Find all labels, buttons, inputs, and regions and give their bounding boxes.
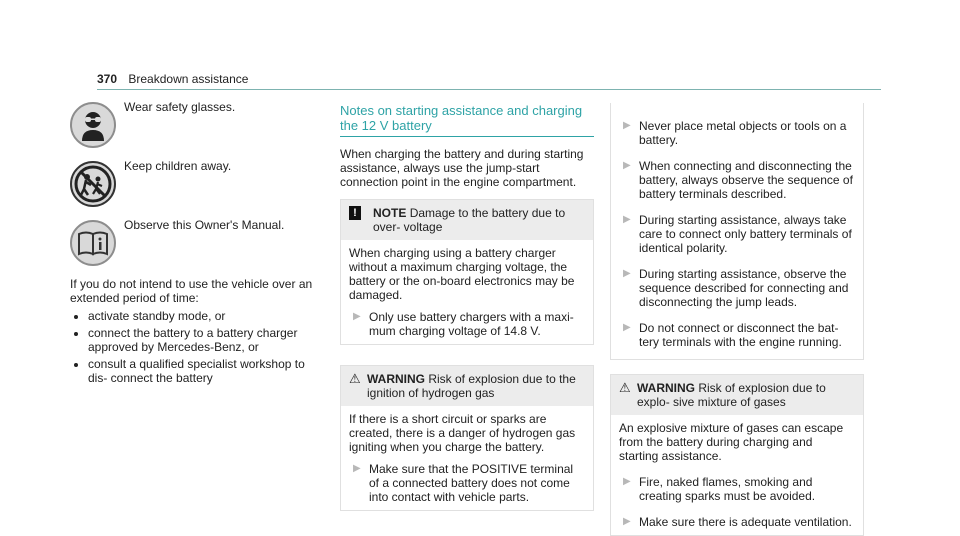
owners-manual-row — [70, 220, 284, 266]
charging-notes-section — [340, 103, 594, 511]
list-item-text: When connecting and disconnecting the battery, always observe the sequence of battery terminals described. — [639, 159, 853, 201]
storage-instructions — [70, 277, 320, 388]
warning-label: WARNING — [367, 372, 425, 386]
warning-bullet-text: Make sure that the POSITIVE terminal of a connected battery does not come into contact with vehicle parts. — [369, 462, 574, 504]
storage-list — [70, 309, 320, 385]
list-item-text: During starting assistance, observe the sequence described for connecting and disconnecting the jump leads. — [639, 267, 849, 309]
list-item-text: During starting assistance, always take care to connect only battery terminals of identical polarity. — [639, 213, 852, 255]
section-intro: When charging the battery and during starting assistance, always use the jump-start connection point in the engine compartment. — [340, 147, 584, 189]
arrow-bullet-icon: ▶ — [623, 214, 631, 225]
warning-body — [341, 406, 593, 510]
note-text: When charging using a battery charger without a maximum charging voltage, the battery or the on-board electronics may be damaged. — [349, 246, 575, 302]
list-item — [619, 119, 855, 147]
section-name: Breakdown assistance — [128, 72, 249, 86]
note-box — [340, 199, 594, 345]
arrow-bullet-icon: ▶ — [623, 268, 631, 279]
safety-glasses-row — [70, 102, 235, 148]
owners-manual-text: Observe this Owner's Manual. — [124, 218, 285, 232]
storage-intro: If you do not intend to use the vehicle over an extended period of time: — [70, 277, 313, 305]
warning-header — [611, 375, 863, 415]
warning-triangle-icon: ⚠ — [349, 371, 361, 386]
list-item — [619, 213, 855, 255]
warning-heading: Risk of explosion due to explo- sive mixture of gases — [637, 381, 826, 409]
keep-children-away-icon — [70, 161, 116, 207]
header-rule — [97, 89, 881, 90]
note-heading: Damage to the battery due to over- voltage — [373, 206, 566, 234]
precautions-section — [610, 103, 864, 536]
note-label: NOTE — [373, 206, 407, 220]
note-body — [341, 240, 593, 344]
note-bullet — [349, 310, 585, 338]
warning-text: An explosive mixture of gases can escape from the battery during charging and starting assistance. — [619, 421, 844, 463]
safety-glasses-text: Wear safety glasses. — [124, 100, 236, 114]
keep-children-row — [70, 161, 231, 207]
warning-body — [611, 415, 863, 535]
warning-box — [340, 365, 594, 511]
list-item: • connect the battery to a battery charger approved by Mercedes-Benz, or — [88, 326, 320, 354]
section-title: Notes on starting assistance and charging the 12 V battery — [340, 103, 583, 133]
arrow-bullet-icon: ▶ — [623, 160, 631, 171]
warning-bullet-text: Fire, naked flames, smoking and creating sparks must be avoided. — [639, 475, 816, 503]
warning-header — [341, 366, 593, 406]
arrow-bullet-icon: ▶ — [623, 322, 631, 333]
arrow-bullet-icon: ▶ — [623, 516, 631, 527]
arrow-bullet-icon: ▶ — [623, 120, 631, 131]
warning-bullet-text: Make sure there is adequate ventilation. — [639, 515, 852, 529]
list-item — [619, 267, 855, 309]
list-item-text: Do not connect or disconnect the bat- tery terminals with the engine running. — [639, 321, 842, 349]
warning-triangle-icon: ⚠ — [619, 380, 631, 395]
list-item: • consult a qualified specialist workshop to dis- connect the battery — [88, 357, 320, 385]
list-item-text: Never place metal objects or tools on a battery. — [639, 119, 847, 147]
warning-bullet — [619, 475, 855, 503]
list-item — [619, 321, 855, 349]
page-header — [97, 72, 248, 86]
warning-label: WARNING — [637, 381, 695, 395]
list-item — [619, 159, 855, 201]
exclamation-icon: ! — [349, 206, 361, 220]
arrow-bullet-icon: ▶ — [353, 463, 361, 474]
section-title-rule — [340, 136, 594, 137]
list-item: • activate standby mode, or — [88, 309, 320, 323]
note-header — [341, 200, 593, 240]
safety-glasses-icon — [70, 102, 116, 148]
explosion-warning-box — [610, 374, 864, 536]
arrow-bullet-icon: ▶ — [353, 311, 361, 322]
warning-bullet — [619, 515, 855, 529]
warning-text: If there is a short circuit or sparks are created, there is a danger of hydrogen gas igniting when you charge the battery. — [349, 412, 576, 454]
warning-bullet — [349, 462, 585, 504]
precautions-box — [610, 103, 864, 360]
keep-children-text: Keep children away. — [124, 159, 232, 173]
warning-heading: Risk of explosion due to the ignition of hydrogen gas — [367, 372, 576, 400]
note-bullet-text: Only use battery chargers with a maxi- mum charging voltage of 14.8 V. — [369, 310, 574, 338]
arrow-bullet-icon: ▶ — [623, 476, 631, 487]
page-number: 370 — [97, 72, 118, 86]
owners-manual-icon — [70, 220, 116, 266]
